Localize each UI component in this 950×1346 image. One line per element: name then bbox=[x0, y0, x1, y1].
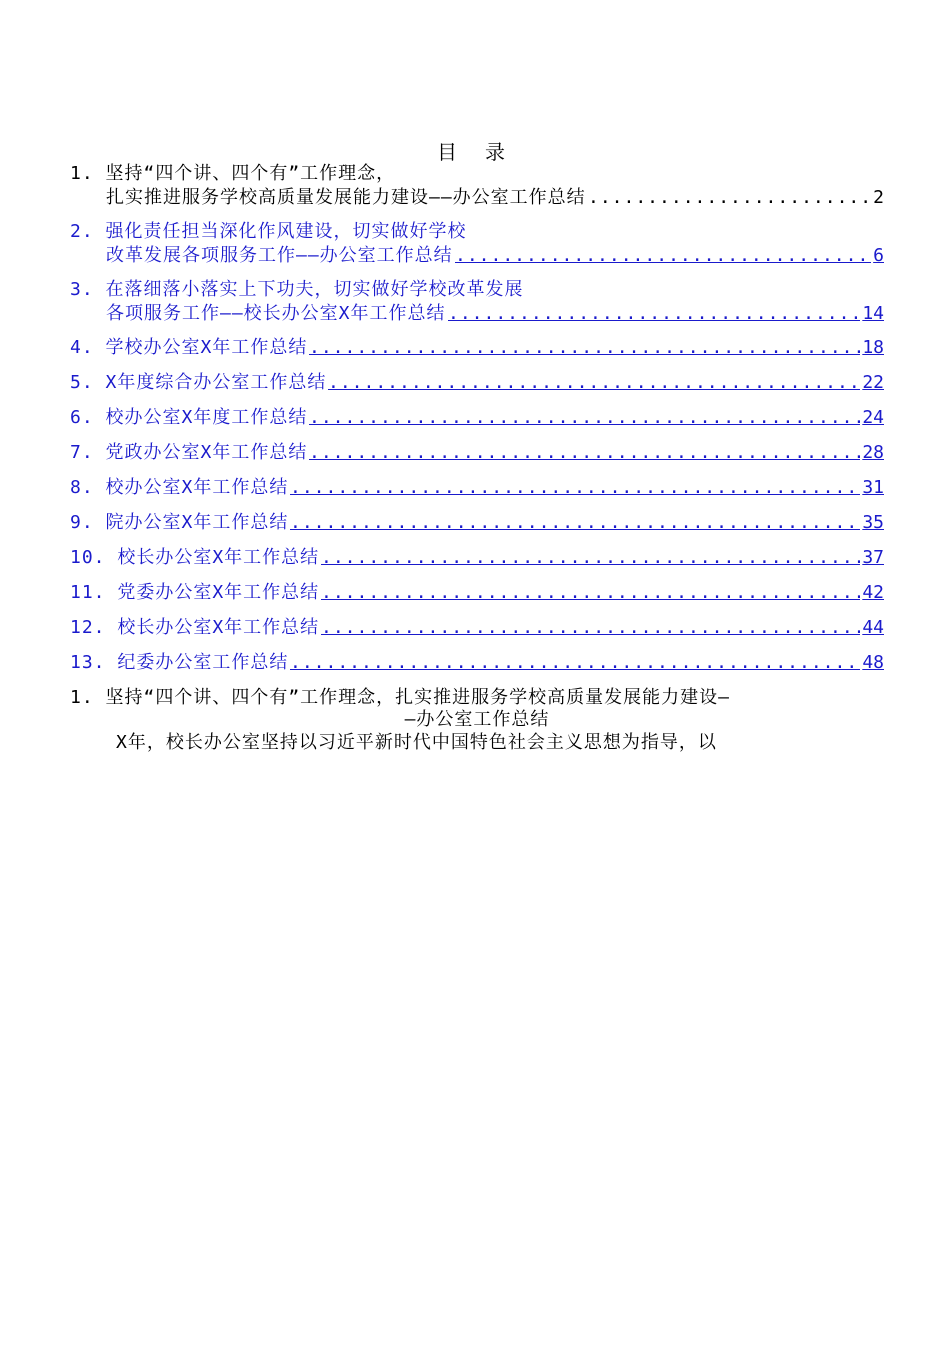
toc-dot-leader bbox=[321, 546, 860, 570]
toc-dot-leader bbox=[309, 336, 860, 360]
toc-entry-title: 扎实推进服务学校高质量发展能力建设——办公室工作总结 bbox=[106, 187, 586, 208]
toc-entry-title: 2. 强化责任担当深化作风建设，切实做好学校 bbox=[70, 221, 467, 242]
toc-dot-leader bbox=[309, 441, 860, 465]
toc-page-number: 24 bbox=[862, 407, 884, 428]
toc-leader-and-page bbox=[319, 616, 884, 640]
toc-entry-title: 6. 校办公室X年度工作总结 bbox=[70, 407, 308, 428]
toc-entry-4[interactable] bbox=[70, 336, 884, 360]
toc-entry-line bbox=[70, 406, 884, 430]
toc-entry-line bbox=[70, 441, 884, 465]
toc-leader-and-page bbox=[446, 302, 884, 326]
toc-leader-and-page bbox=[319, 581, 884, 605]
toc-page-number: 42 bbox=[862, 582, 884, 603]
toc-entry-5[interactable] bbox=[70, 371, 884, 395]
toc-entry-title: 5. X年度综合办公室工作总结 bbox=[70, 372, 327, 393]
toc-entry-12[interactable] bbox=[70, 616, 884, 640]
toc-leader-and-page bbox=[319, 546, 884, 570]
toc-entry-line bbox=[70, 162, 884, 186]
toc-leader-and-page bbox=[307, 336, 884, 360]
toc-entry-title: 3. 在落细落小落实上下功夫，切实做好学校改革发展 bbox=[70, 279, 524, 300]
toc-entry-line bbox=[70, 546, 884, 570]
toc-entry-2[interactable] bbox=[70, 220, 884, 268]
toc-entry-line bbox=[70, 581, 884, 605]
toc-leader-and-page bbox=[453, 244, 884, 268]
toc-dot-leader bbox=[290, 511, 860, 535]
toc-page-number: 22 bbox=[862, 372, 884, 393]
toc-page-number: 14 bbox=[862, 303, 884, 324]
toc-entry-title: 12. 校长办公室X年工作总结 bbox=[70, 617, 320, 638]
toc-entry-line bbox=[70, 186, 884, 210]
toc-leader-and-page bbox=[307, 406, 884, 430]
toc-page-number: 48 bbox=[862, 652, 884, 673]
toc-entry-line bbox=[70, 302, 884, 326]
toc-page-number: 37 bbox=[862, 547, 884, 568]
toc-entry-10[interactable] bbox=[70, 546, 884, 570]
toc-page-number: 18 bbox=[862, 337, 884, 358]
toc-entry-title: 11. 党委办公室X年工作总结 bbox=[70, 582, 320, 603]
toc-entry-title: 9. 院办公室X年工作总结 bbox=[70, 512, 289, 533]
toc-leader-and-page bbox=[326, 371, 884, 395]
toc-entry-title: 各项服务工作——校长办公室X年工作总结 bbox=[106, 303, 446, 324]
toc-entry-9[interactable] bbox=[70, 511, 884, 535]
toc-entry-line bbox=[70, 476, 884, 500]
toc-dot-leader bbox=[448, 302, 860, 326]
section-heading-line-1: 1. 坚持“四个讲、四个有”工作理念，扎实推进服务学校高质量发展能力建设— bbox=[70, 687, 731, 708]
toc-dot-leader bbox=[455, 244, 871, 268]
toc-title: 目 录 bbox=[436, 140, 514, 164]
toc-dot-leader bbox=[309, 406, 860, 430]
toc-entry-line bbox=[70, 336, 884, 360]
body-section bbox=[70, 686, 884, 756]
toc-entry-line bbox=[70, 220, 884, 244]
toc-entry-13[interactable] bbox=[70, 651, 884, 675]
toc-dot-leader bbox=[321, 616, 860, 640]
toc-entry-8[interactable] bbox=[70, 476, 884, 500]
toc-page-number: 28 bbox=[862, 442, 884, 463]
toc-leader-and-page bbox=[288, 511, 884, 535]
toc-dot-leader bbox=[290, 476, 860, 500]
toc-page-number: 2 bbox=[873, 187, 884, 208]
toc-entry-line bbox=[70, 511, 884, 535]
toc-leader-and-page bbox=[586, 186, 884, 210]
toc-dot-leader bbox=[321, 581, 860, 605]
toc-entry-title: 改革发展各项服务工作——办公室工作总结 bbox=[106, 245, 453, 266]
toc-entry-6[interactable] bbox=[70, 406, 884, 430]
toc-page-number: 44 bbox=[862, 617, 884, 638]
toc-entry-title: 13. 纪委办公室工作总结 bbox=[70, 652, 289, 673]
toc-entry-title: 4. 学校办公室X年工作总结 bbox=[70, 337, 308, 358]
toc-dot-leader bbox=[588, 186, 871, 210]
toc-entry-line bbox=[70, 371, 884, 395]
body-paragraph: X年，校长办公室坚持以习近平新时代中国特色社会主义思想为指导，以 bbox=[116, 732, 717, 753]
toc-entry-line bbox=[70, 278, 884, 302]
toc-page-number: 6 bbox=[873, 245, 884, 266]
toc-dot-leader bbox=[328, 371, 860, 395]
toc-dot-leader bbox=[290, 651, 860, 675]
toc-entry-line bbox=[70, 651, 884, 675]
toc-entry-line bbox=[70, 244, 884, 268]
toc-entry-title: 1. 坚持“四个讲、四个有”工作理念， bbox=[70, 163, 396, 184]
toc-entry-7[interactable] bbox=[70, 441, 884, 465]
toc-entry-11[interactable] bbox=[70, 581, 884, 605]
toc-entry-title: 7. 党政办公室X年工作总结 bbox=[70, 442, 308, 463]
toc-leader-and-page bbox=[288, 476, 884, 500]
section-heading-line-2: —办公室工作总结 bbox=[404, 709, 550, 730]
toc-page-number: 31 bbox=[862, 477, 884, 498]
toc-leader-and-page bbox=[288, 651, 884, 675]
toc-entry-line bbox=[70, 616, 884, 640]
toc-page-number: 35 bbox=[862, 512, 884, 533]
toc-entry-3[interactable] bbox=[70, 278, 884, 326]
toc-entry-1 bbox=[70, 162, 884, 210]
toc-leader-and-page bbox=[307, 441, 884, 465]
toc-entry-title: 10. 校长办公室X年工作总结 bbox=[70, 547, 320, 568]
toc-entry-title: 8. 校办公室X年工作总结 bbox=[70, 477, 289, 498]
